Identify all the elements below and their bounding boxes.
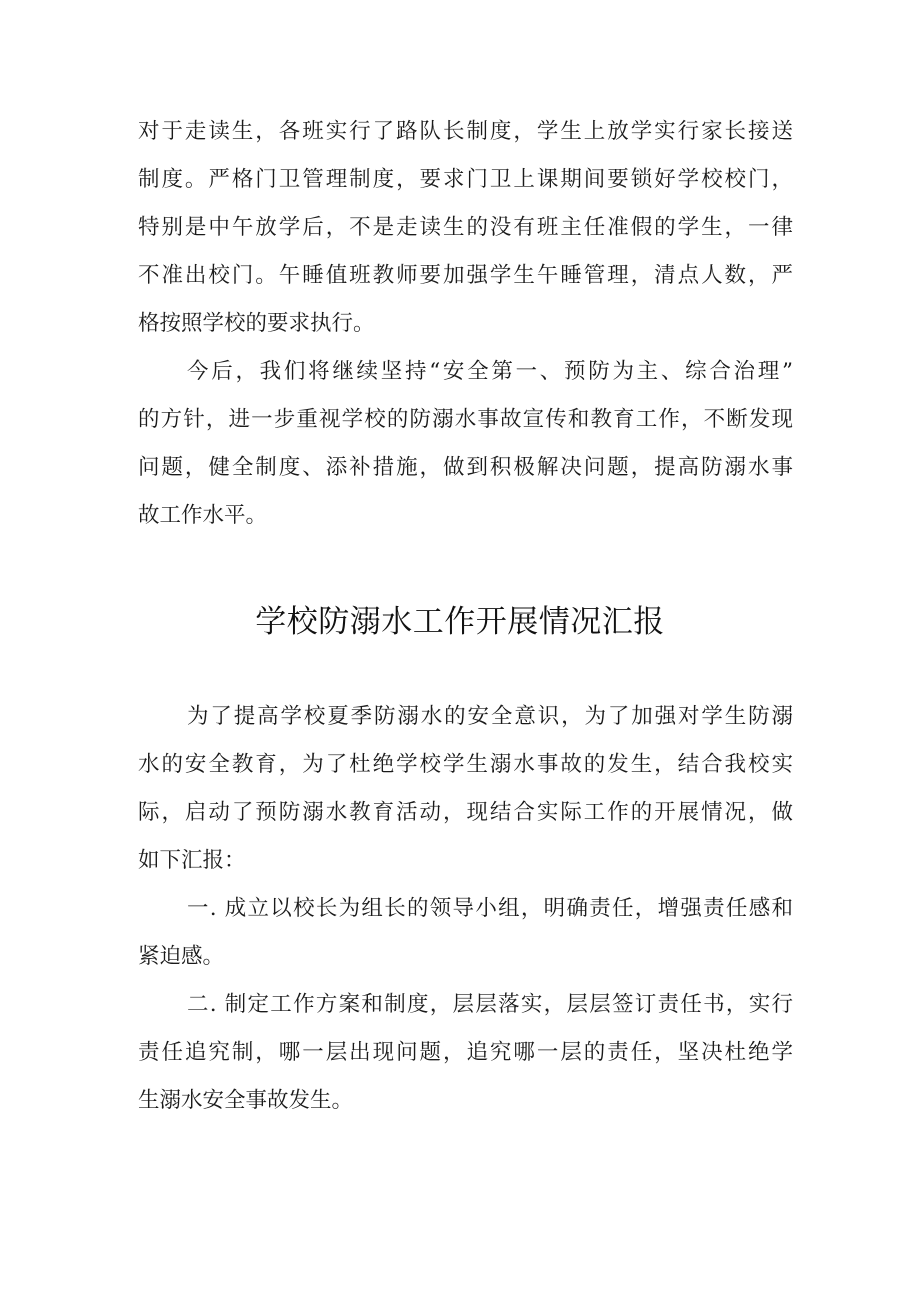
text-line: 故工作水平。 — [138, 503, 268, 528]
text-line: 制度。严格门卫管理制度，要求门卫上课期间要锁好学校校门， — [138, 167, 793, 192]
text-line: 如下汇报： — [138, 848, 246, 873]
text-line: 格按照学校的要求执行。 — [138, 311, 375, 336]
text-line: 为了提高学校夏季防溺水的安全意识，为了加强对学生防溺 — [187, 704, 793, 729]
text-line: 际，启动了预防溺水教育活动，现结合实际工作的开展情况，做 — [138, 800, 793, 825]
text-line: 生溺水安全事故发生。 — [138, 1088, 354, 1113]
text-line: 一. 成立以校长为组长的领导小组，明确责任，增强责任感和 — [187, 896, 793, 921]
text-line: 不准出校门。午睡值班教师要加强学生午睡管理，清点人数，严 — [138, 263, 793, 288]
text-line: 问题，健全制度、添补措施，做到积极解决问题，提高防溺水事 — [138, 455, 793, 480]
text-line: 水的安全教育，为了杜绝学校学生溺水事故的发生，结合我校实 — [138, 752, 793, 777]
document-title: 学校防溺水工作开展情况汇报 — [255, 604, 665, 640]
text-line: 的方针，进一步重视学校的防溺水事故宣传和教育工作，不断发现 — [138, 407, 793, 432]
text-line: 责任追究制，哪一层出现问题，追究哪一层的责任，坚决杜绝学 — [138, 1040, 793, 1065]
text-line: 今后，我们将继续坚持“安全第一、预防为主、综合治理” — [187, 359, 793, 384]
text-line: 特别是中午放学后，不是走读生的没有班主任准假的学生，一律 — [138, 215, 793, 240]
text-line: 对于走读生，各班实行了路队长制度，学生上放学实行家长接送 — [138, 119, 793, 144]
text-line: 紧迫感。 — [138, 944, 225, 969]
text-line: 二. 制定工作方案和制度，层层落实，层层签订责任书，实行 — [187, 992, 793, 1017]
